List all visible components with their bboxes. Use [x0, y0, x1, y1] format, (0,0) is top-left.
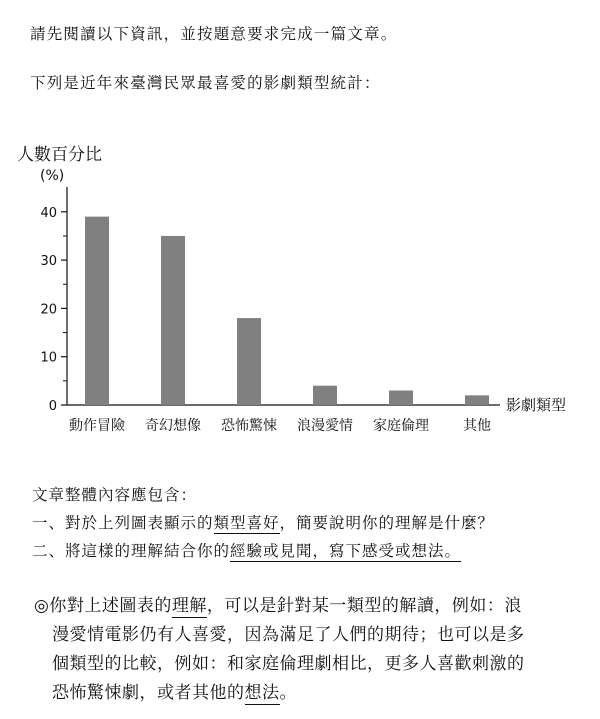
x-category-label: 奇幻想像	[145, 418, 201, 434]
y-tick-label: 0	[48, 399, 57, 414]
y-tick-label: 20	[40, 302, 57, 318]
x-category-label: 恐怖驚悚	[221, 418, 277, 434]
bar-6	[465, 395, 489, 405]
x-category-label: 動作冒險	[69, 418, 125, 434]
note-line-3: 個類型的比較，例如：和家庭倫理劇相比，更多人喜歡刺激的	[52, 654, 525, 674]
bar-1	[85, 217, 109, 405]
note-line-2: 漫愛情電影仍有人喜愛，因為滿足了人們的期待；也可以是多	[52, 625, 525, 645]
y-tick-label: 40	[40, 205, 57, 221]
x-axis-label: 影劇類型	[506, 396, 567, 414]
bar-5	[389, 391, 413, 405]
bar-chart	[0, 140, 600, 450]
note-line-1: ◎你對上述圖表的理解，可以是針對某一類型的解讀，例如：浪	[34, 596, 522, 616]
underline-idea: 想法	[244, 683, 280, 703]
x-category-label: 家庭倫理	[373, 418, 429, 434]
y-axis-unit: (%)	[40, 168, 65, 184]
underline-understanding: 理解	[171, 596, 207, 616]
x-category-label: 浪漫愛情	[297, 418, 353, 434]
underline-experience: 經驗或見聞，寫下感受或想法	[230, 542, 445, 560]
y-tick-label: 10	[40, 350, 57, 366]
requirement-item-1: 一、對於上列圖表顯示的類型喜好，簡要說明你的理解是什麼？	[32, 514, 495, 532]
y-axis-label: 人數百分比	[17, 145, 102, 165]
x-category-label: 其他	[463, 418, 491, 434]
bar-3	[237, 318, 261, 405]
note-line-4: 恐怖驚悚劇，或者其他的想法。	[52, 683, 297, 703]
intro-line-1: 請先閱讀以下資訊，並按題意要求完成一篇文章。	[30, 25, 398, 43]
underline-type-preference: 類型喜好	[213, 514, 280, 532]
bar-4	[313, 386, 337, 405]
intro-line-2: 下列是近年來臺灣民眾最喜愛的影劇類型統計：	[30, 74, 381, 92]
y-tick-label: 30	[40, 254, 57, 270]
bar-2	[161, 236, 185, 405]
requirements-heading: 文章整體內容應包含：	[32, 486, 198, 504]
requirement-item-2: 二、將這樣的理解結合你的經驗或見聞，寫下感受或想法。	[32, 542, 462, 560]
